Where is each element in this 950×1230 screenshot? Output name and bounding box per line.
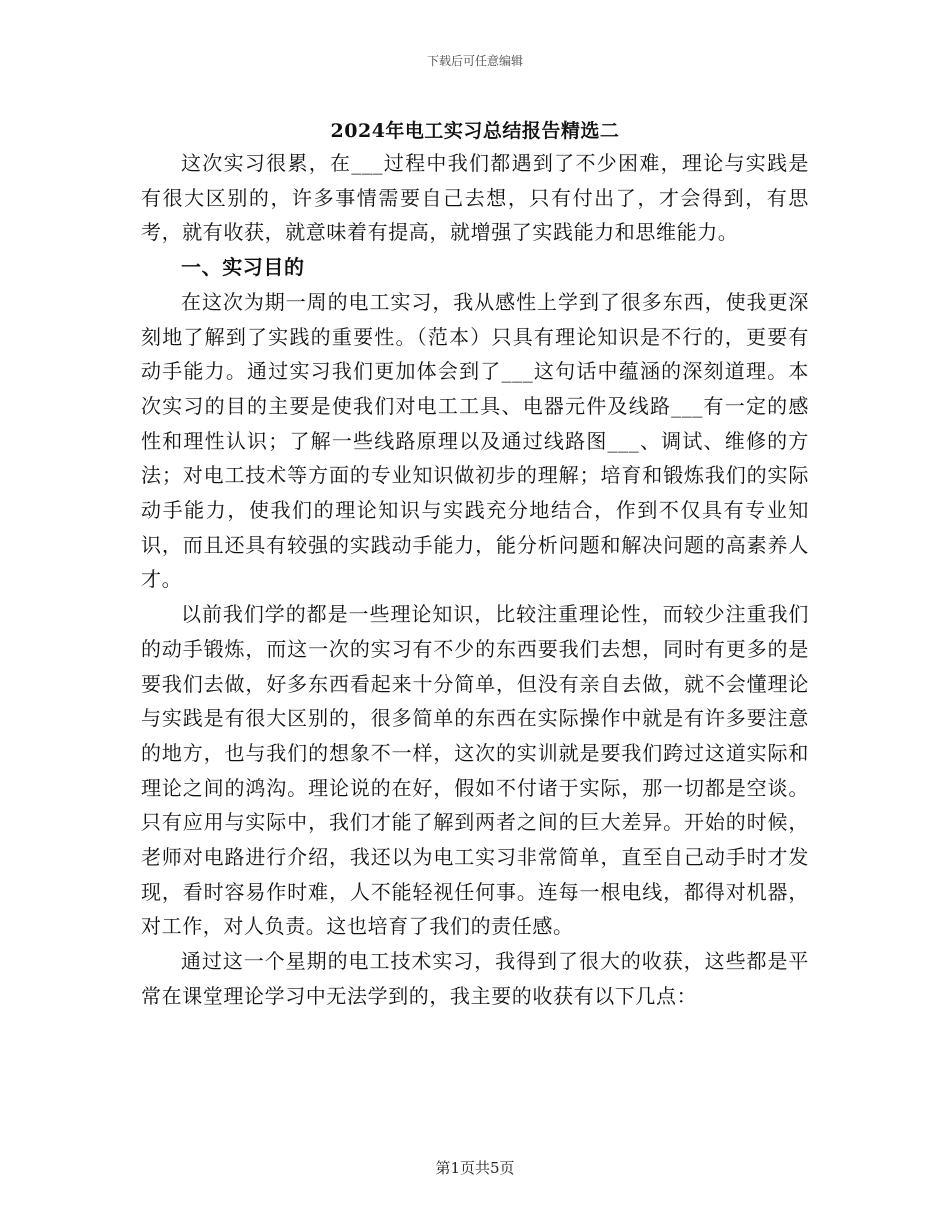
section-heading: 一、实习目的 xyxy=(181,255,305,280)
body-paragraph-3: 通过这一个星期的电工技术实习，我得到了很大的收获，这些都是平常在课堂理论学习中无法学到的，我主要的收获有以下几点： xyxy=(141,949,809,1008)
body-paragraph-2: 以前我们学的都是一些理论知识，比较注重理论性，而较少注重我们的动手锻炼，而这一次的实习有不少的东西要我们去想，同时有更多的是要我们去做，好多东西看起来十分简单，但没有亲自去做，就不会懂理论与实践是有很大区别的，很多简单的东西在实际操作中就是有许多要注意的地方，也与我们的想象不一样，这次的实训就是要我们跨过这道实际和理论之间的鸿沟。理论说的在好，假如不付诸于实际，那一切都是空谈。只有应用与实际中，我们才能了解到两者之间的巨大差异。开始的时候，老师对电路进行介绍，我还以为电工实习非常简单，直至自己动手时才发现，看时容易作时难，人不能轻视任何事。连每一根电线，都得对机器，对工作，对人负责。这也培育了我们的责任感。 xyxy=(141,602,809,939)
document-title: 2024年电工实习总结报告精选二 xyxy=(330,120,620,142)
page-number: 第1页共5页 xyxy=(435,1159,515,1177)
intro-paragraph: 这次实习很累，在___过程中我们都遇到了不少困难，理论与实践是有很大区别的，许多事情需要自己去想，只有付出了，才会得到，有思考，就有收获，就意味着有提高，就增强了实践能力和思维能力。 xyxy=(141,151,809,245)
body-paragraph-1: 在这次为期一周的电工实习，我从感性上学到了很多东西，使我更深刻地了解到了实践的重要性。（范本）只具有理论知识是不行的，更要有动手能力。通过实习我们更加体会到了___这句话中蕴涵的深刻道理。本次实习的目的主要是使我们对电工工具、电器元件及线路___有一定的感性和理性认识；了解一些线路原理以及通过线路图___、调试、维修的方法；对电工技术等方面的专业知识做初步的理解；培育和锻炼我们的实际动手能力，使我们的理论知识与实践充分地结合，作到不仅具有专业知识，而且还具有较强的实践动手能力，能分析问题和解决问题的高素养人才。 xyxy=(141,289,809,592)
page-header-note: 下载后可任意编辑 xyxy=(426,54,523,68)
document-body xyxy=(141,146,809,1014)
